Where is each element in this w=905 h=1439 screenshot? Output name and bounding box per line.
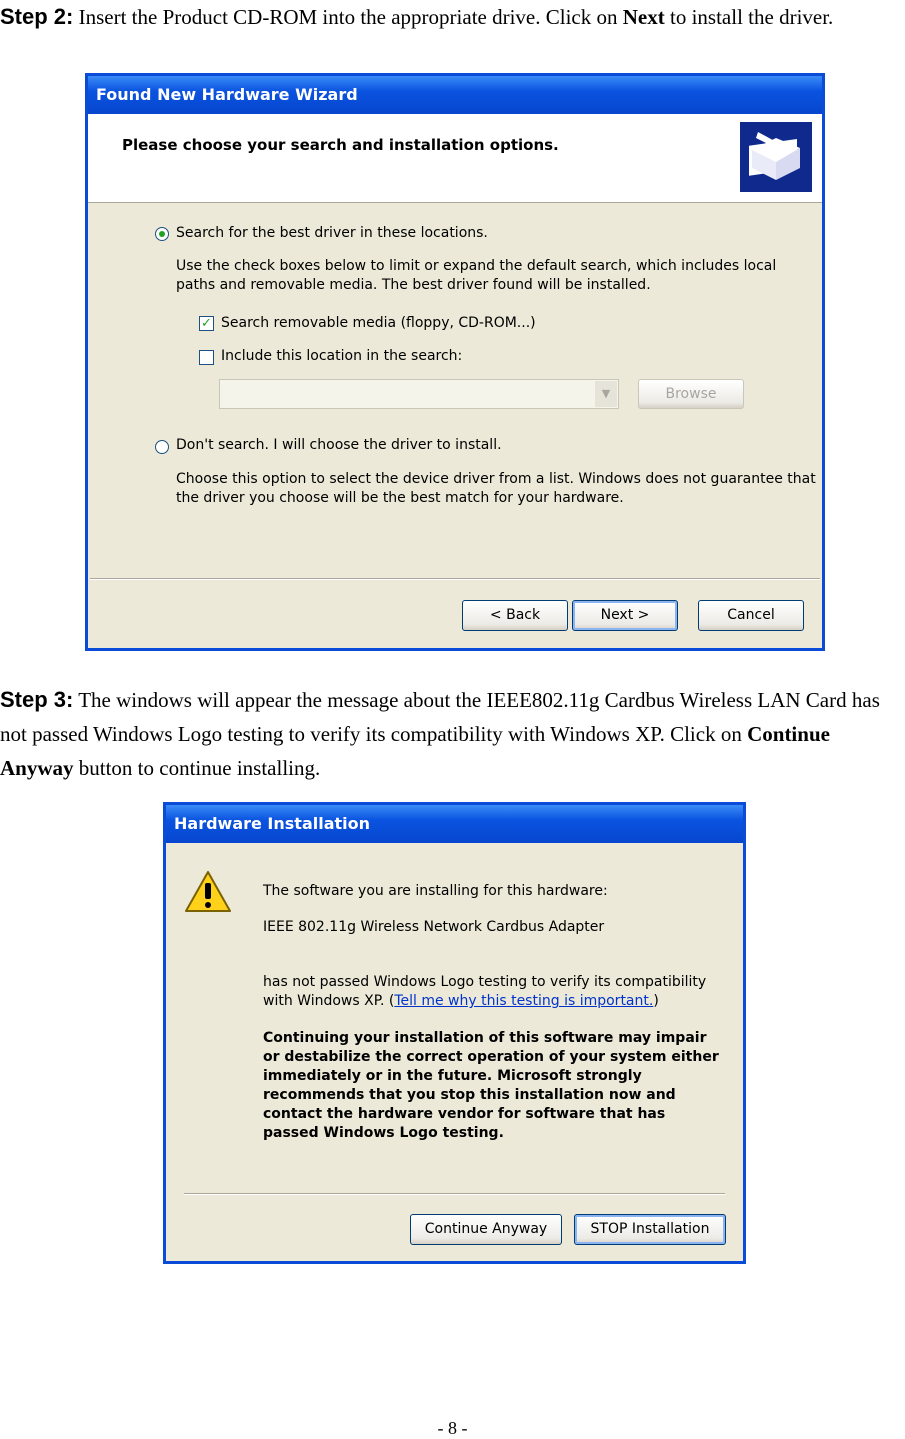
radio-dont-search[interactable]: [155, 440, 169, 454]
step3-text: The windows will appear the message about the IEEE802.11g Cardbus Wireless LAN Card has not passed Windows Logo testing to verify its compatibility with Windows XP. Click on: [0, 688, 880, 746]
option-dont-desc: Choose this option to select the device driver from a list. Windows does not guarantee that the driver you choose will be the best match for your hardware.: [176, 471, 816, 506]
hw-title: Hardware Installation: [166, 805, 743, 843]
hw-separator: [184, 1193, 725, 1195]
hw-warning-text: Continuing your installation of this software may impair or destabilize the correct operation of your system either immediately or in the future. Microsoft strongly recommends that you stop this installation now and contact the hardware vendor for software that has passed Windows Logo testing.: [263, 1030, 719, 1141]
step3-bold: Continue Anyway: [0, 722, 830, 780]
next-button[interactable]: Next >: [572, 600, 678, 631]
hw-line2b: with Windows XP. (: [263, 993, 395, 1009]
option-search-desc: Use the check boxes below to limit or expand the default search, which includes local paths and removable media. The best driver found will be installed.: [176, 258, 777, 293]
hw-line1: The software you are installing for this hardware:: [263, 883, 608, 899]
step2-text-after: to install the driver.: [670, 5, 834, 29]
option-dont-label: Don't search. I will choose the driver to install.: [176, 437, 502, 453]
checkbox-removable-label: Search removable media (floppy, CD-ROM...): [221, 315, 536, 331]
checkbox-include-location[interactable]: [199, 350, 214, 365]
wizard-separator: [90, 578, 820, 580]
hardware-installation-window: [163, 802, 746, 1264]
testing-link[interactable]: Tell me why this testing is important.: [394, 993, 654, 1009]
radio-search-dot: [159, 231, 165, 237]
radio-search[interactable]: [155, 227, 169, 241]
location-combo[interactable]: [219, 379, 619, 409]
wizard-header-title: Please choose your search and installation options.: [122, 136, 559, 154]
hw-device: IEEE 802.11g Wireless Network Cardbus Adapter: [263, 919, 605, 935]
hw-line2a: has not passed Windows Logo testing to verify its compatibility: [263, 974, 707, 990]
browse-button[interactable]: Browse: [638, 379, 744, 409]
chevron-down-icon[interactable]: ▼: [595, 381, 617, 407]
step3-text-after: button to continue installing.: [78, 756, 321, 780]
hardware-wizard-icon: [740, 122, 812, 192]
cancel-button[interactable]: Cancel: [698, 600, 804, 631]
stop-installation-button[interactable]: STOP Installation: [574, 1214, 726, 1245]
wizard-title: Found New Hardware Wizard: [88, 76, 822, 114]
option-search-label: Search for the best driver in these locations.: [176, 225, 488, 241]
step2-text: Insert the Product CD-ROM into the appropriate drive. Click on: [78, 5, 618, 29]
hw-line2: [263, 992, 659, 1011]
step3-paragraph: [0, 683, 905, 785]
page-number: - 8 -: [437, 1418, 468, 1438]
step3-label: Step 3:: [0, 687, 74, 712]
step2-label: Step 2:: [0, 4, 74, 29]
checkbox-location-label: Include this location in the search:: [221, 348, 463, 364]
warning-icon: [184, 869, 232, 919]
hw-line2c: ): [653, 993, 659, 1009]
checkbox-removable-media[interactable]: ✓: [199, 316, 214, 331]
step2-paragraph: [0, 0, 905, 34]
step2-bold: Next: [622, 5, 665, 29]
continue-anyway-button[interactable]: Continue Anyway: [410, 1214, 562, 1245]
wizard-window: [85, 73, 825, 651]
back-button[interactable]: < Back: [462, 600, 568, 631]
wizard-header: [88, 114, 822, 203]
